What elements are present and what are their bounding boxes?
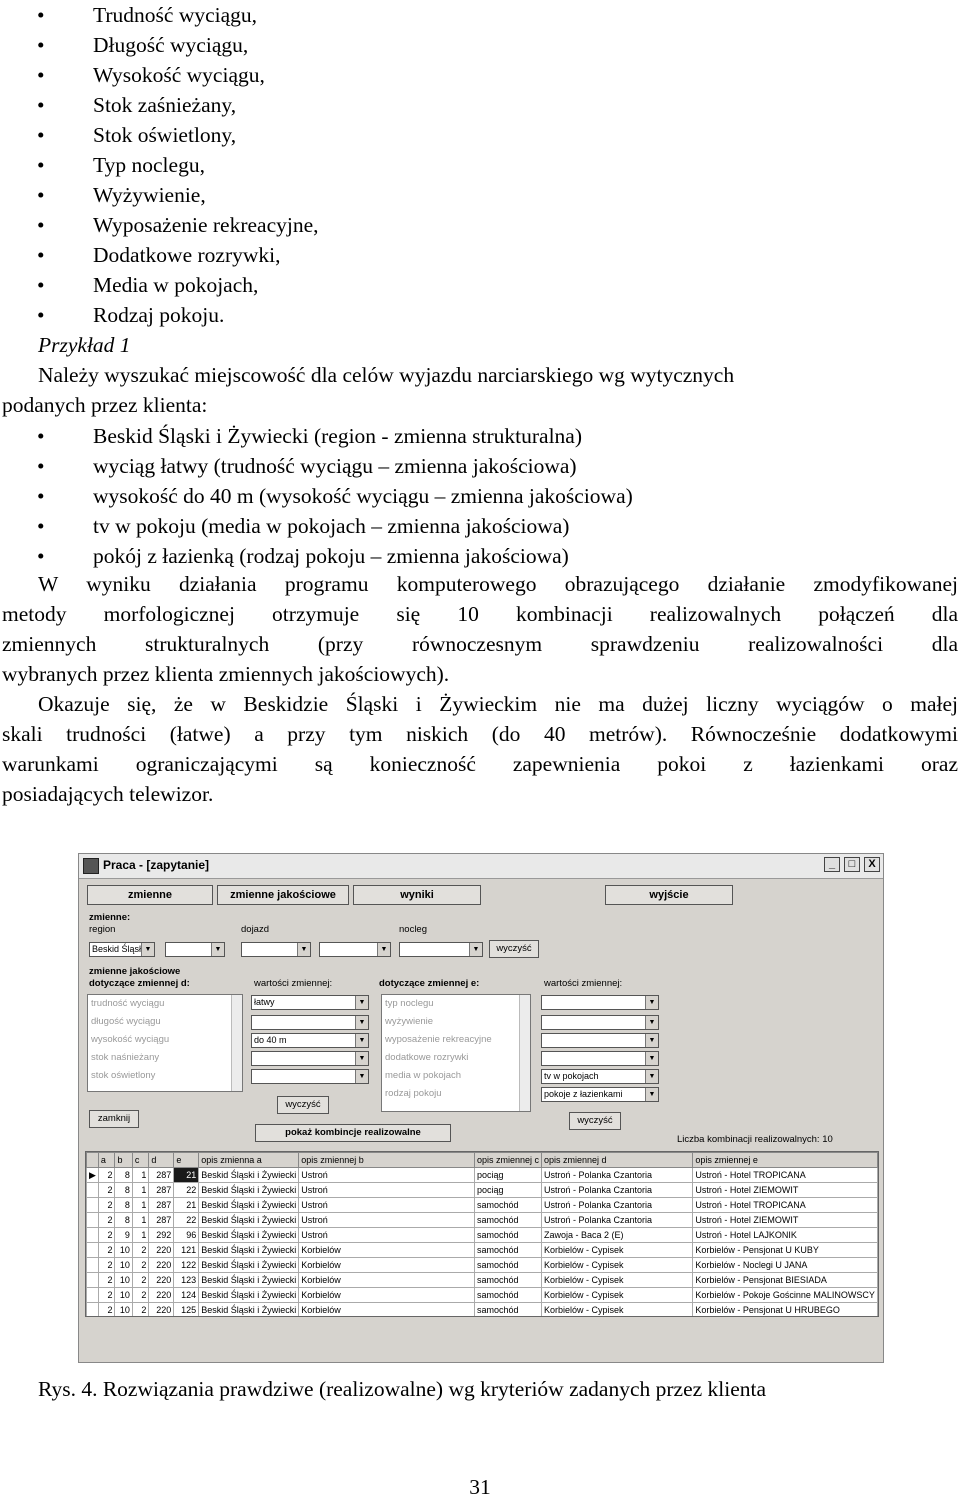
chevron-down-icon[interactable]: ▼: [645, 1088, 658, 1101]
variable-bullet-item: [37, 270, 319, 300]
table-cell[interactable]: Korbielów: [299, 1243, 475, 1258]
window-title: Praca - [zapytanie]: [103, 858, 210, 872]
tab-wyniki[interactable]: wyniki: [353, 885, 481, 905]
chevron-down-icon[interactable]: ▼: [141, 943, 154, 956]
para2-line-4: posiadających telewizor.: [2, 782, 214, 806]
variable-d-option[interactable]: wysokość wyciągu: [91, 1034, 170, 1045]
table-cell[interactable]: 10: [115, 1273, 132, 1288]
variable-bullet-text: Media w pokojach,: [93, 273, 259, 297]
table-cell[interactable]: 9: [115, 1228, 132, 1243]
table-row[interactable]: [87, 1303, 878, 1318]
table-cell[interactable]: Ustroń: [299, 1168, 475, 1183]
maximize-button[interactable]: □: [844, 857, 860, 872]
table-cell[interactable]: Beskid Śląski i Żywiecki: [199, 1168, 299, 1183]
values-e-label: wartości zmiennej:: [544, 978, 623, 989]
table-cell[interactable]: Ustroń - Polanka Czantoria: [541, 1198, 692, 1213]
table-cell[interactable]: 22: [174, 1213, 199, 1228]
bullet-icon: •: [37, 213, 45, 237]
column-header[interactable]: d: [149, 1153, 174, 1168]
table-cell[interactable]: Ustroń: [299, 1183, 475, 1198]
table-cell[interactable]: Korbielów: [299, 1258, 475, 1273]
value-d1-select[interactable]: [251, 995, 369, 1010]
value-e-empty-3[interactable]: [541, 1033, 659, 1048]
column-header[interactable]: [87, 1153, 99, 1168]
app-icon: [83, 858, 99, 874]
figure-caption: Rys. 4. Rozwiązania prawdziwe (realizowalne) wg kryteriów zadanych przez klienta: [38, 1377, 767, 1401]
col-region-label: region: [89, 924, 116, 935]
table-cell[interactable]: Beskid Śląski i Żywiecki: [199, 1228, 299, 1243]
table-cell[interactable]: 220: [149, 1288, 174, 1303]
chevron-down-icon[interactable]: ▼: [355, 1034, 368, 1047]
table-cell[interactable]: 2: [132, 1273, 149, 1288]
table-cell[interactable]: samochód: [474, 1198, 541, 1213]
criteria-bullet-text: wyciąg łatwy (trudność wyciągu – zmienna jakościowa): [93, 454, 577, 478]
bullet-icon: •: [37, 33, 45, 57]
table-cell[interactable]: 96: [174, 1228, 199, 1243]
para2-line-2: skali trudności (łatwe) a przy tym niskich (do 40 metrów). Równocześnie dodatkowymi: [2, 722, 958, 746]
table-cell[interactable]: 2: [98, 1168, 115, 1183]
column-header[interactable]: e: [174, 1153, 199, 1168]
table-cell[interactable]: 287: [149, 1213, 174, 1228]
column-header[interactable]: opis zmiennej d: [541, 1153, 692, 1168]
chevron-down-icon[interactable]: ▼: [297, 943, 310, 956]
table-cell[interactable]: Korbielów - Pokoje Gościnne MALINOWSCY: [693, 1288, 878, 1303]
variables-d-listbox[interactable]: [87, 994, 243, 1092]
table-cell[interactable]: 1: [132, 1183, 149, 1198]
table-cell[interactable]: Korbielów - Cypisek: [541, 1303, 692, 1318]
bullet-icon: •: [37, 484, 45, 508]
table-cell[interactable]: Beskid Śląski i Żywiecki: [199, 1213, 299, 1228]
combination-count: Liczba kombinacji realizowalnych: 10: [677, 1134, 833, 1145]
table-cell[interactable]: Korbielów - Noclegi U JANA: [693, 1258, 878, 1273]
table-cell[interactable]: Ustroń: [299, 1213, 475, 1228]
variable-bullet-text: Długość wyciągu,: [93, 33, 249, 57]
para2-line-3: warunkami ograniczającymi są konieczność zapewnienia pokoi z łazienkami oraz: [2, 752, 958, 776]
table-cell[interactable]: Korbielów: [299, 1288, 475, 1303]
value-d-empty-3[interactable]: [251, 1069, 369, 1084]
table-row[interactable]: [87, 1258, 878, 1273]
bullet-icon: •: [37, 123, 45, 147]
table-cell[interactable]: Zawoja - Baca 2 (E): [541, 1228, 692, 1243]
app-window-screenshot: [78, 853, 884, 1363]
table-cell[interactable]: 123: [174, 1273, 199, 1288]
table-cell[interactable]: 2: [98, 1258, 115, 1273]
table-cell[interactable]: Beskid Śląski i Żywiecki: [199, 1198, 299, 1213]
criteria-bullet-text: tv w pokoju (media w pokojach – zmienna jakościowa): [93, 514, 570, 538]
col-nocleg-label: nocleg: [399, 924, 427, 935]
table-cell[interactable]: Ustroń: [299, 1228, 475, 1243]
table-cell[interactable]: samochód: [474, 1228, 541, 1243]
row-indicator[interactable]: [87, 1273, 99, 1288]
variable-bullet-text: Typ noclegu,: [93, 153, 205, 177]
table-cell[interactable]: Ustroń - Hotel ZIEMOWIT: [693, 1183, 878, 1198]
bullet-icon: •: [37, 3, 45, 27]
select-c2[interactable]: [319, 942, 391, 957]
table-cell[interactable]: 2: [132, 1288, 149, 1303]
scrollbar[interactable]: [519, 995, 530, 1111]
table-cell[interactable]: 10: [115, 1303, 132, 1318]
table-cell[interactable]: samochód: [474, 1213, 541, 1228]
table-cell[interactable]: samochód: [474, 1288, 541, 1303]
table-cell[interactable]: 220: [149, 1273, 174, 1288]
intro-line-1: Należy wyszukać miejscowość dla celów wyjazdu narciarskiego wg wytycznych: [38, 363, 735, 387]
table-cell[interactable]: 125: [174, 1303, 199, 1318]
table-cell[interactable]: Beskid Śląski i Żywiecki: [199, 1273, 299, 1288]
table-cell[interactable]: Beskid Śląski i Żywiecki: [199, 1288, 299, 1303]
row-indicator[interactable]: ▶: [87, 1168, 99, 1183]
para2-line-1: Okazuje się, że w Beskidzie Śląski i Żywieckim nie ma dużej liczny wyciągów o małej: [38, 692, 958, 716]
variable-bullet-item: [37, 60, 319, 90]
table-cell[interactable]: 2: [98, 1183, 115, 1198]
bullet-icon: •: [37, 93, 45, 117]
table-cell[interactable]: 21: [174, 1168, 199, 1183]
table-cell[interactable]: Korbielów - Cypisek: [541, 1273, 692, 1288]
chevron-down-icon[interactable]: ▼: [469, 943, 482, 956]
column-header[interactable]: c: [132, 1153, 149, 1168]
chevron-down-icon[interactable]: ▼: [377, 943, 390, 956]
table-cell[interactable]: 220: [149, 1243, 174, 1258]
variable-bullet-item: [37, 240, 319, 270]
table-cell[interactable]: 287: [149, 1198, 174, 1213]
region-select-value: Beskid Śląsł: [92, 944, 142, 954]
table-cell[interactable]: Korbielów: [299, 1273, 475, 1288]
table-cell[interactable]: 2: [98, 1288, 115, 1303]
variable-d-option[interactable]: stok naśnieżany: [91, 1052, 160, 1063]
table-cell[interactable]: Ustroń - Hotel LAJKONIK: [693, 1228, 878, 1243]
variable-bullet-item: [37, 300, 319, 330]
table-cell[interactable]: 287: [149, 1183, 174, 1198]
variable-bullet-text: Stok oświetlony,: [93, 123, 237, 147]
table-cell[interactable]: 287: [149, 1168, 174, 1183]
table-cell[interactable]: 2: [98, 1228, 115, 1243]
chevron-down-icon[interactable]: ▼: [645, 1052, 658, 1065]
close-form-button[interactable]: zamknij: [89, 1110, 139, 1128]
column-header[interactable]: a: [98, 1153, 115, 1168]
variable-e-option[interactable]: wyżywienie: [385, 1016, 434, 1027]
value-e1: tv w pokojach: [544, 1071, 599, 1081]
table-cell[interactable]: Ustroń: [299, 1198, 475, 1213]
table-cell[interactable]: Ustroń - Polanka Czantoria: [541, 1168, 692, 1183]
region-select[interactable]: [89, 942, 155, 957]
criteria-bullet-text: pokój z łazienką (rodzaj pokoju – zmienna jakościowa): [93, 544, 569, 568]
variable-e-option[interactable]: typ noclegu: [385, 998, 434, 1009]
table-cell[interactable]: Beskid Śląski i Żywiecki: [199, 1303, 299, 1318]
variable-bullet-item: [37, 180, 319, 210]
table-cell[interactable]: Korbielów - Pensjonat U KUBY: [693, 1243, 878, 1258]
bullet-list-criteria: [37, 421, 633, 571]
table-row[interactable]: [87, 1168, 878, 1183]
table-cell[interactable]: 10: [115, 1288, 132, 1303]
table-cell[interactable]: Korbielów - Cypisek: [541, 1258, 692, 1273]
value-d1: łatwy: [254, 997, 275, 1007]
table-cell[interactable]: 8: [115, 1168, 132, 1183]
value-e1-select[interactable]: [541, 1069, 659, 1084]
chevron-down-icon[interactable]: ▼: [355, 1016, 368, 1029]
chevron-down-icon[interactable]: ▼: [355, 996, 368, 1009]
table-cell[interactable]: 1: [132, 1213, 149, 1228]
table-cell[interactable]: 122: [174, 1258, 199, 1273]
criteria-bullet-item: [37, 541, 633, 571]
table-cell[interactable]: Ustroń - Polanka Czantoria: [541, 1213, 692, 1228]
bullet-icon: •: [37, 544, 45, 568]
table-cell[interactable]: Korbielów - Cypisek: [541, 1288, 692, 1303]
col-dojazd-label: dojazd: [241, 924, 269, 935]
bullet-icon: •: [37, 424, 45, 448]
variable-bullet-text: Rodzaj pokoju.: [93, 303, 225, 327]
clear-struct-button[interactable]: wyczyść: [489, 940, 539, 958]
table-row[interactable]: [87, 1243, 878, 1258]
value-d2-select[interactable]: [251, 1033, 369, 1048]
table-cell[interactable]: Korbielów - Cypisek: [541, 1243, 692, 1258]
table-cell[interactable]: Korbielów: [299, 1303, 475, 1318]
table-cell[interactable]: 2: [98, 1243, 115, 1258]
table-cell[interactable]: 292: [149, 1228, 174, 1243]
para1-line-2: metody morfologicznej otrzymuje się 10 kombinacji realizowalnych połączeń dla: [2, 602, 958, 626]
chevron-down-icon[interactable]: ▼: [211, 943, 224, 956]
criteria-bullet-text: Beskid Śląski i Żywiecki (region - zmienna strukturalna): [93, 424, 582, 448]
tab-zmienne-jakosciowe[interactable]: zmienne jakościowe: [217, 885, 349, 905]
table-cell[interactable]: samochód: [474, 1243, 541, 1258]
variable-bullet-text: Wyżywienie,: [93, 183, 206, 207]
table-cell[interactable]: 121: [174, 1243, 199, 1258]
value-e-empty-1[interactable]: [541, 995, 659, 1010]
para1-line-3: zmiennych strukturalnych (przy równoczesnym sprawdzeniu realizowalności dla: [2, 632, 958, 656]
bullet-icon: •: [37, 63, 45, 87]
table-cell[interactable]: 2: [98, 1198, 115, 1213]
criteria-bullet-item: [37, 481, 633, 511]
variable-bullet-item: [37, 0, 319, 30]
para1-line-1: W wyniku działania programu komputerowego obrazującego działanie zmodyfikowanej: [38, 572, 958, 596]
table-cell[interactable]: 22: [174, 1183, 199, 1198]
select-b[interactable]: [165, 942, 225, 957]
table-row[interactable]: [87, 1288, 878, 1303]
qual-header: zmienne jakościowe: [89, 966, 181, 977]
table-cell[interactable]: 2: [132, 1258, 149, 1273]
row-indicator[interactable]: [87, 1288, 99, 1303]
chevron-down-icon[interactable]: ▼: [645, 996, 658, 1009]
example-title: Przykład 1: [38, 333, 131, 357]
table-cell[interactable]: Ustroń - Hotel TROPICANA: [693, 1198, 878, 1213]
value-e-empty-2[interactable]: [541, 1015, 659, 1030]
minimize-button[interactable]: _: [824, 857, 840, 872]
table-cell[interactable]: pociąg: [474, 1168, 541, 1183]
value-d-empty-2[interactable]: [251, 1051, 369, 1066]
zmienne-header: zmienne:: [89, 912, 131, 923]
tab-zmienne[interactable]: zmienne: [87, 885, 213, 905]
variable-bullet-text: Wyposażenie rekreacyjne,: [93, 213, 319, 237]
page-number: 31: [469, 1475, 491, 1499]
table-cell[interactable]: 220: [149, 1258, 174, 1273]
chevron-down-icon[interactable]: ▼: [355, 1070, 368, 1083]
criteria-bullet-item: [37, 511, 633, 541]
clear-e-button[interactable]: wyczyść: [569, 1112, 621, 1130]
row-indicator[interactable]: [87, 1303, 99, 1318]
chevron-down-icon[interactable]: ▼: [645, 1034, 658, 1047]
variable-d-option[interactable]: trudność wyciągu: [91, 998, 165, 1009]
table-row[interactable]: [87, 1198, 878, 1213]
column-header[interactable]: opis zmiennej b: [299, 1153, 475, 1168]
variables-e-listbox[interactable]: [381, 994, 531, 1112]
bullet-list-variables: [37, 0, 319, 330]
show-combinations-button[interactable]: pokaż kombincje realizowalne: [255, 1124, 451, 1142]
table-cell[interactable]: samochód: [474, 1303, 541, 1318]
clear-d-button[interactable]: wyczyść: [277, 1096, 329, 1114]
table-cell[interactable]: Beskid Śląski i Żywiecki: [199, 1183, 299, 1198]
table-cell[interactable]: 2: [132, 1303, 149, 1318]
value-e2: pokoje z łazienkami: [544, 1089, 623, 1099]
table-cell[interactable]: 1: [132, 1198, 149, 1213]
criteria-bullet-text: wysokość do 40 m (wysokość wyciągu – zmienna jakościowa): [93, 484, 633, 508]
table-cell[interactable]: 10: [115, 1258, 132, 1273]
title-bar: [79, 854, 883, 879]
grid-body: [87, 1168, 878, 1318]
variable-bullet-text: Wysokość wyciągu,: [93, 63, 265, 87]
grid-header-row: [87, 1153, 878, 1168]
variable-e-option[interactable]: media w pokojach: [385, 1070, 462, 1081]
table-cell[interactable]: Korbielów - Pensjonat U HRUBEGO: [693, 1303, 878, 1318]
value-d2: do 40 m: [254, 1035, 287, 1045]
para1-line-4: wybranych przez klienta zmiennych jakościowych).: [2, 662, 450, 686]
table-cell[interactable]: 2: [132, 1243, 149, 1258]
column-header[interactable]: opis zmienna a: [199, 1153, 299, 1168]
values-d-label: wartości zmiennej:: [254, 978, 333, 989]
bullet-icon: •: [37, 514, 45, 538]
qual-d-header: dotyczące zmiennej d:: [89, 978, 190, 989]
nocleg-select[interactable]: [399, 942, 483, 957]
table-cell[interactable]: samochód: [474, 1258, 541, 1273]
column-header[interactable]: b: [115, 1153, 132, 1168]
row-indicator[interactable]: [87, 1228, 99, 1243]
table-cell[interactable]: 220: [149, 1303, 174, 1318]
table-cell[interactable]: Beskid Śląski i Żywiecki: [199, 1243, 299, 1258]
variable-bullet-item: [37, 150, 319, 180]
table-cell[interactable]: 1: [132, 1228, 149, 1243]
variable-d-option[interactable]: długość wyciągu: [91, 1016, 161, 1027]
bullet-icon: •: [37, 303, 45, 327]
bullet-icon: •: [37, 454, 45, 478]
intro-line-2: podanych przez klienta:: [2, 393, 208, 417]
table-cell[interactable]: 8: [115, 1198, 132, 1213]
bullet-icon: •: [37, 183, 45, 207]
qual-e-header: dotyczące zmiennej e:: [379, 978, 480, 989]
table-cell[interactable]: Ustroń - Polanka Czantoria: [541, 1183, 692, 1198]
row-indicator[interactable]: [87, 1258, 99, 1273]
table-cell[interactable]: Ustroń - Hotel TROPICANA: [693, 1168, 878, 1183]
table-row[interactable]: [87, 1228, 878, 1243]
chevron-down-icon[interactable]: ▼: [645, 1070, 658, 1083]
value-d-empty-1[interactable]: [251, 1015, 369, 1030]
variable-e-option[interactable]: wyposażenie rekreacyjne: [385, 1034, 492, 1045]
dojazd-select[interactable]: [241, 942, 311, 957]
table-row[interactable]: [87, 1273, 878, 1288]
variable-e-option[interactable]: dodatkowe rozrywki: [385, 1052, 469, 1063]
results-grid[interactable]: [85, 1151, 879, 1317]
variable-e-option[interactable]: rodzaj pokoju: [385, 1088, 442, 1099]
criteria-bullet-item: [37, 451, 633, 481]
table-cell[interactable]: Beskid Śląski i Żywiecki: [199, 1258, 299, 1273]
chevron-down-icon[interactable]: ▼: [355, 1052, 368, 1065]
criteria-bullet-item: [37, 421, 633, 451]
chevron-down-icon[interactable]: ▼: [645, 1016, 658, 1029]
table-cell[interactable]: Korbielów - Pensjonat BIESIADA: [693, 1273, 878, 1288]
row-indicator[interactable]: [87, 1243, 99, 1258]
table-cell[interactable]: 8: [115, 1213, 132, 1228]
tab-wyjscie[interactable]: wyjście: [605, 885, 733, 905]
table-row[interactable]: [87, 1183, 878, 1198]
table-cell[interactable]: 2: [98, 1273, 115, 1288]
column-header[interactable]: opis zmiennej c: [474, 1153, 541, 1168]
variable-bullet-text: Dodatkowe rozrywki,: [93, 243, 281, 267]
table-cell[interactable]: 1: [132, 1168, 149, 1183]
row-indicator[interactable]: [87, 1198, 99, 1213]
table-row[interactable]: [87, 1213, 878, 1228]
table-cell[interactable]: 8: [115, 1183, 132, 1198]
scrollbar[interactable]: [231, 995, 242, 1091]
value-e2-select[interactable]: [541, 1087, 659, 1102]
table-cell[interactable]: samochód: [474, 1273, 541, 1288]
variable-d-option[interactable]: stok oświetlony: [91, 1070, 156, 1081]
table-cell[interactable]: 10: [115, 1243, 132, 1258]
variable-bullet-item: [37, 90, 319, 120]
variable-bullet-item: [37, 210, 319, 240]
results-table: [86, 1152, 878, 1317]
table-cell[interactable]: 2: [98, 1213, 115, 1228]
table-cell[interactable]: pociąg: [474, 1183, 541, 1198]
row-indicator[interactable]: [87, 1183, 99, 1198]
table-cell[interactable]: 21: [174, 1198, 199, 1213]
bullet-icon: •: [37, 273, 45, 297]
column-header[interactable]: opis zmiennej e: [693, 1153, 878, 1168]
close-button[interactable]: X: [864, 857, 880, 872]
table-cell[interactable]: Ustroń - Hotel ZIEMOWIT: [693, 1213, 878, 1228]
table-cell[interactable]: 2: [98, 1303, 115, 1318]
variable-bullet-item: [37, 120, 319, 150]
row-indicator[interactable]: [87, 1213, 99, 1228]
table-cell[interactable]: 124: [174, 1288, 199, 1303]
variable-bullet-text: Trudność wyciągu,: [93, 3, 258, 27]
variable-bullet-text: Stok zaśnieżany,: [93, 93, 237, 117]
variable-bullet-item: [37, 30, 319, 60]
value-e-empty-4[interactable]: [541, 1051, 659, 1066]
bullet-icon: •: [37, 243, 45, 267]
bullet-icon: •: [37, 153, 45, 177]
